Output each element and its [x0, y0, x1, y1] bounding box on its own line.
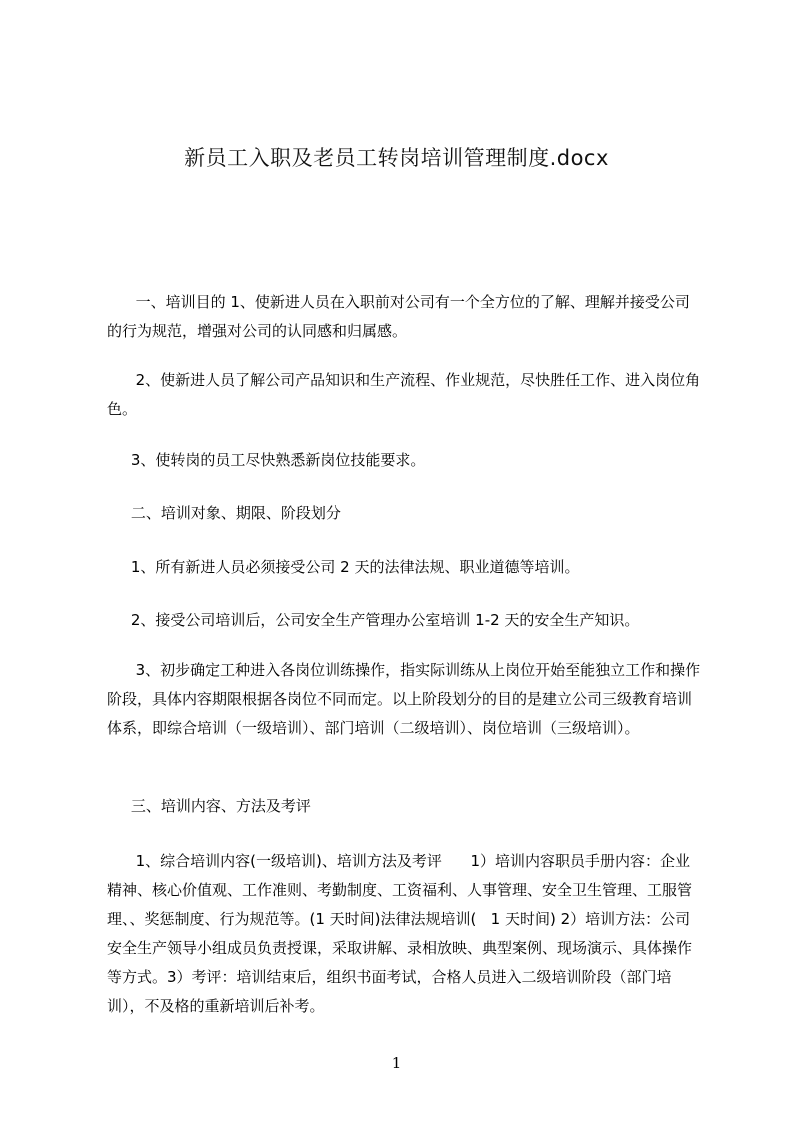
paragraph-targets-2: 2、接受公司培训后，公司安全生产管理办公室培训 1-2 天的安全生产知识。 [107, 611, 640, 629]
paragraph-training-purpose-1: 一、培训目的 1、使新进人员在入职前对公司有一个全方位的了解、理解并接受公司的行为规范，增强对公司的认同感和归属感。 [107, 293, 690, 340]
document-title: 新员工入职及老员工转岗培训管理制度.docx [184, 146, 609, 170]
section-heading-training-content: 三、培训内容、方法及考评 [107, 797, 311, 815]
paragraph-content-1: 1、综合培训内容(一级培训)、培训方法及考评 1）培训内容职员手册内容：企业精神、核心价值观、工作准则、考勤制度、工资福利、人事管理、安全卫生管理、工服管理、、奖惩制度、行为规范等。(1 天时间)法律法规培训( 1 天时间) 2）培训方法：公司安全生产领导小组成员负责授课，采取讲解、录相放映、典型案例、现场演示、具体操作等方式。3）考评：培训结束后，组织书面考试，合格人员进入二级培训阶段（部门培训），不及格的重新培训后补考。 [107, 852, 693, 1015]
page-number: 1 [391, 1054, 402, 1072]
paragraph-training-purpose-3: 3、使转岗的员工尽快熟悉新岗位技能要求。 [107, 451, 426, 469]
paragraph-targets-1: 1、所有新进人员必须接受公司 2 天的法律法规、职业道德等培训。 [107, 558, 580, 576]
paragraph-targets-3: 3、初步确定工种进入各岗位训练操作，指实际训练从上岗位开始至能独立工作和操作阶段，具体内容期限根据各岗位不同而定。以上阶段划分的目的是建立公司三级教育培训体系，即综合培训（一级培训）、部门培训（二级培训）、岗位培训（三级培训）。 [107, 661, 701, 737]
section-heading-training-targets: 二、培训对象、期限、阶段划分 [107, 504, 341, 522]
paragraph-training-purpose-2: 2、使新进人员了解公司产品知识和生产流程、作业规范，尽快胜任工作、进入岗位角色。 [107, 371, 701, 418]
